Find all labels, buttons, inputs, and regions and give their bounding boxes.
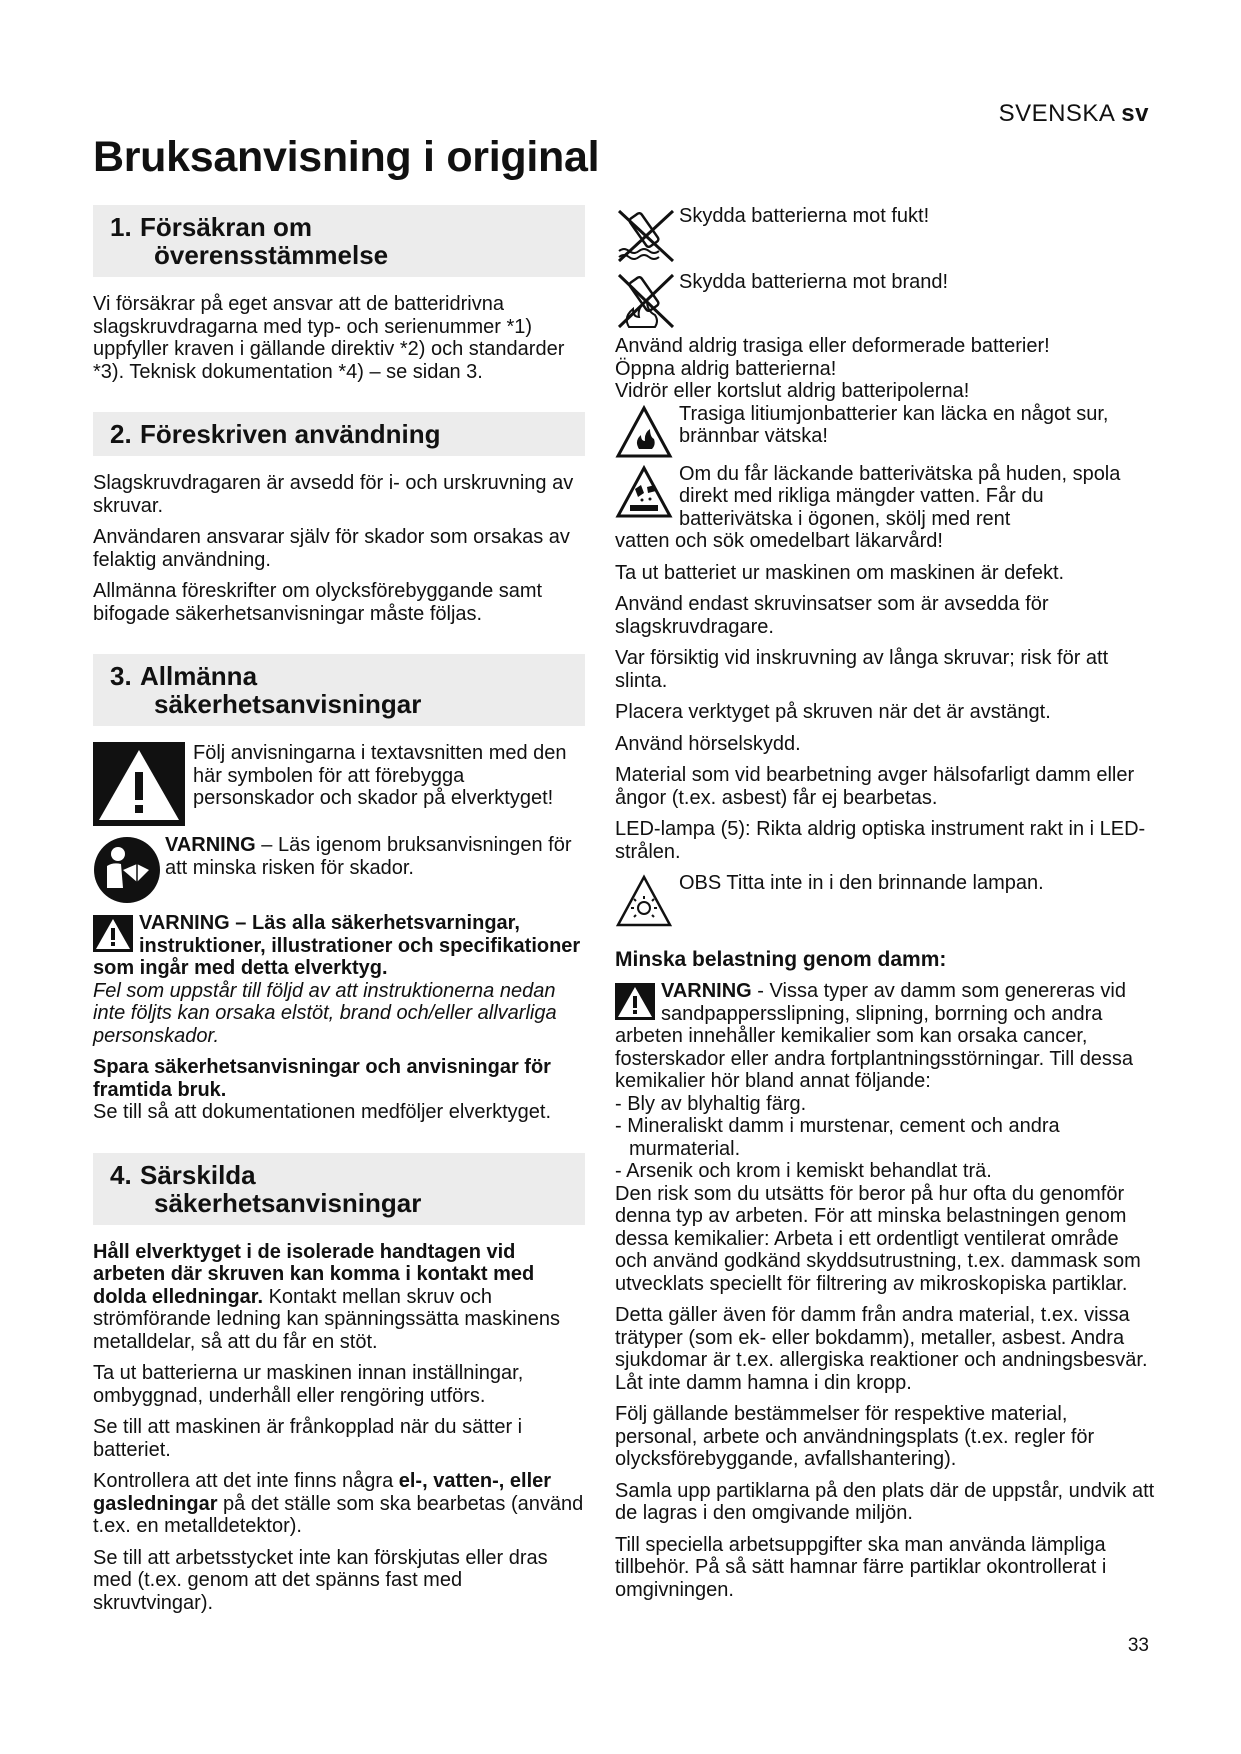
remove-batteries-text: Ta ut batterierna ur maskinen innan inställningar, ombyggnad, underhåll eller rengöring utförs. [93,1362,524,1407]
collect-particles-text: Samla upp partiklarna på den plats där de uppstår, undvik att de lagras i den omgivande miljön. [615,1479,1155,1524]
insulated-handles-text: Håll elverktyget i de isolerade handtagen vid arbeten där skruven kan komma i kontakt med dolda elledningar. Kontakt mellan skruv och strömförande ledning kan spänningssätta maskinens metalldelar, så att du får en stöt. [93,1240,560,1353]
warning-symbol-text: Följ anvisningarna i textavsnitten med den här symbolen för att förebygga personskador och skador på elverktyget! [193,742,567,809]
page-number: 33 [1127,1635,1149,1656]
other-dust-text: Detta gäller även för damm från andra material, t.ex. vissa trätyper (som ek- eller bokdamm), metaller, asbest. Andra sjukdomar är t.ex. allergiska reaktioner och andningsbesvär. Låt inte damm hamna i din kropp. [615,1304,1148,1394]
no-moisture-icon [615,205,677,265]
language-label [999,100,1149,128]
obs-row [615,872,1155,928]
no-fire-icon [615,271,677,331]
read-manual-text: VARNING – Läs igenom bruksanvisningen för att minska risken för skador. [165,834,572,879]
fire-row [615,271,1155,331]
section-title-line2: säkerhetsanvisningar [154,1187,422,1218]
section-number: 4. [110,1159,132,1190]
corrosive-warning-icon [615,465,673,519]
section-title-line1: Allmänna [140,661,258,691]
corrosive-row [615,463,1155,531]
language-name: SVENSKA [998,100,1115,127]
section-title-line1: Försäkran om [140,212,312,242]
user-responsibility-text: Användaren ansvarar själv för skador som orsakas av felaktig användning. [93,526,570,571]
page-title: Bruksanvisning i original [93,133,600,181]
dust-list-item: - Bly av blyhaltig färg. [615,1092,807,1115]
switched-off-text: Se till att maskinen är frånkopplad när du sätter i batteriet. [93,1416,523,1461]
warning-triangle-icon [93,742,185,826]
dust-list-item: - Mineraliskt damm i murstenar, cement och andra murmaterial. [615,1115,1060,1160]
warning-symbol-row [93,742,585,826]
section-number: 2. [110,419,132,449]
open-batteries-text: Öppna aldrig batterierna! [615,357,837,380]
place-tool-text: Placera verktyget på skruven när det är avstängt. [615,701,1051,723]
left-column [93,205,585,1623]
long-screws-text: Var försiktig vid inskruvning av långa skruvar; risk för att slinta. [615,647,1109,692]
obs-text: OBS Titta inte in i den brinnande lampan. [679,872,1044,894]
regulations-follow-text: Följ gällande bestämmelser för respektive material, personal, arbete och användningsplats (t.ex. regler för olycksförebyggande, avfallshantering). [615,1403,1095,1470]
risk-text: Den risk som du utsätts för beror på hur ofta du genomför denna typ av arbeten. För att minska belastningen genom dessa kemikalier: Arbeta i ett ordentligt ventilerat område och använd godkänd skyddsutrustning, t.ex. dammask som utvecklats speciellt för filtrering av mikroskopiska partiklar. [615,1182,1141,1295]
dust-warning: VARNING - Vissa typer av damm som genereras vid sandpappersslipning, slipning, borrning och andra arbeten innehåller kemikalier som kan orsaka cancer, fosterskador eller andra fortplantningsstörningar. Till dessa kemikalier hör bland annat följande: [615,980,1134,1092]
damaged-batteries-text: Använd aldrig trasiga eller deformerade batterier! [615,335,1050,357]
fire-text: Skydda batterierna mot brand! [679,271,949,293]
corrosive-text: Om du får läckande batterivätska på huden, spola direkt med rikliga mängder vatten. Får du batterivätska i ögonen, skölj med rent [679,462,1121,530]
flammable-row [615,403,1155,459]
battery-poles-text: Vidrör eller kortslut aldrig batteripolerna! [615,380,970,402]
right-column [615,205,1155,1610]
section-heading-1 [93,205,585,277]
hazardous-material-text: Material som vid bearbetning avger hälsofarligt damm eller ångor (t.ex. asbest) får ej bearbetas. [615,764,1135,809]
dust-list-item: - Arsenik och krom i kemiskt behandlat trä. [615,1160,992,1182]
intended-use-text: Slagskruvdragaren är avsedd för i- och urskruvning av skruvar. [93,472,574,517]
section-number: 3. [110,661,132,691]
regulations-text: Allmänna föreskrifter om olycksförebyggande samt bifogade säkerhetsanvisningar måste följas. [93,580,543,625]
section-title: Föreskriven användning [140,419,441,449]
corrosive-text-cont: vatten och sök omedelbart läkarvård! [615,530,943,552]
language-code: sv [1121,100,1149,127]
section-heading-4 [93,1153,585,1225]
section-title-line1: Särskilda [140,1159,256,1190]
ear-protection-text: Använd hörselskydd. [615,732,801,755]
read-manual-row [93,834,585,904]
defect-text: Ta ut batteriet ur maskinen om maskinen är defekt. [615,561,1065,584]
read-manual-icon [93,836,161,904]
flammable-warning-icon [615,405,673,459]
special-tasks-text: Till speciella arbetsuppgifter ska man använda lämpliga tillbehör. På så sätt hamnar färre partiklar okontrollerat i omgivningen. [615,1533,1107,1601]
read-all-warnings: VARNING – Läs alla säkerhetsvarningar, instruktioner, illustrationer och specifikationer som ingår med detta elverktyg. Fel som uppstår till följd av att instruktionerna nedan inte följts kan orsaka elstöt, brand och/eller allvarliga personskador. [93,912,581,1047]
flammable-text: Trasiga litiumjonbatterier kan läcka en något sur, brännbar vätska! [679,402,1109,447]
workpiece-text: Se till att arbetsstycket inte kan förskjutas eller dras med (t.ex. genom att det spänns fast med skruvtvingar). [93,1546,548,1614]
moisture-text: Skydda batterierna mot fukt! [679,205,930,227]
section-title-line2: säkerhetsanvisningar [154,689,422,719]
dust-heading: Minska belastning genom damm: [615,948,947,971]
section-number: 1. [110,212,132,242]
hidden-lines-text: Kontrollera att det inte finns några el-, vatten-, eller gasledningar på det ställe som ska bearbetas (använd t.ex. en metalldetektor). [93,1470,584,1537]
warning-triangle-small-icon [93,915,133,952]
section-heading-2 [93,412,585,456]
section-title-line2: överensstämmelse [154,240,389,270]
moisture-row [615,205,1155,265]
bright-light-warning-icon [615,874,673,928]
warning-triangle-small-icon [615,983,655,1020]
led-text: LED-lampa (5): Rikta aldrig optiska instrument rakt in i LED-strålen. [615,818,1146,863]
bits-text: Använd endast skruvinsatser som är avsedda för slagskruvdragare. [615,593,1049,638]
save-instructions: Spara säkerhetsanvisningar och anvisningar för framtida bruk. [93,1056,551,1101]
section-heading-3 [93,654,585,726]
declaration-text: Vi försäkrar på eget ansvar att de batteridrivna slagskruvdragarna med typ- och serienummer *1) uppfyller kraven i gällande direktiv *2) och standarder *3). Teknisk dokumentation *4) – se sidan 3. [93,293,565,383]
documentation-text: Se till så att dokumentationen medföljer elverktyget. [93,1101,552,1123]
